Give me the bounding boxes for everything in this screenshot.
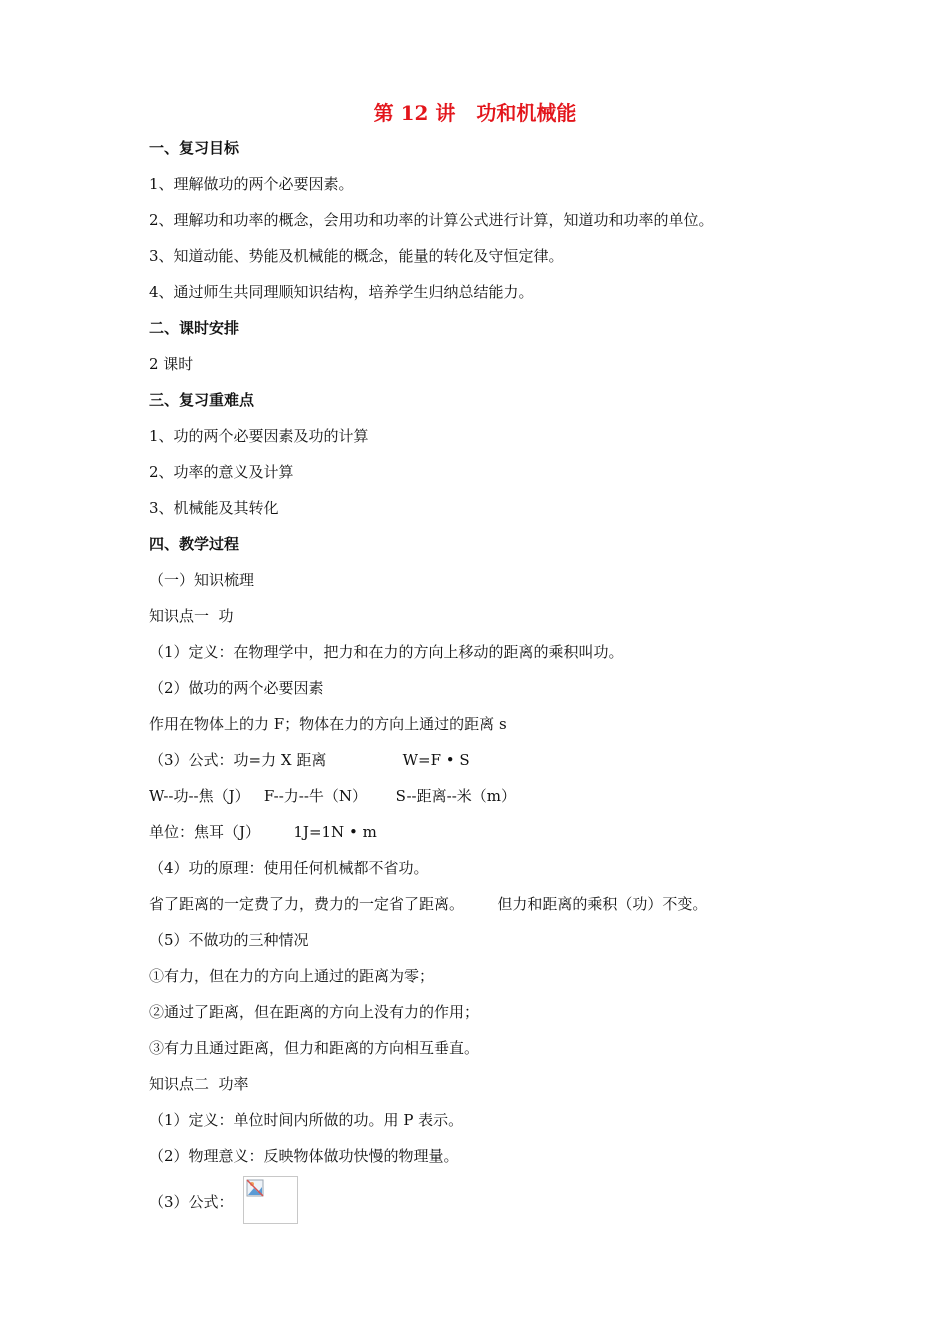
no-work-case-1: ①有力，但在力的方向上通过的距离为零；	[149, 967, 435, 985]
work-unit: 单位：焦耳（J） 1J=1N • m	[149, 823, 377, 841]
key-point-1: 1、功的两个必要因素及功的计算	[149, 427, 369, 445]
knowledge-point-1-heading: 知识点一 功	[149, 607, 234, 625]
knowledge-point-2-heading: 知识点二 功率	[149, 1075, 249, 1093]
subsection-knowledge-review: （一）知识梳理	[149, 571, 255, 589]
work-factors-text: 作用在物体上的力 F；物体在力的方向上通过的距离 s	[149, 715, 507, 733]
work-factors-heading: （2）做功的两个必要因素	[149, 679, 324, 697]
no-work-case-3: ③有力且通过距离，但力和距离的方向相互垂直。	[149, 1039, 480, 1057]
goal-item-1: 1、理解做功的两个必要因素。	[149, 175, 354, 193]
no-work-cases-heading: （5）不做功的三种情况	[149, 931, 309, 949]
goal-item-4: 4、通过师生共同理顺知识结构，培养学生归纳总结能力。	[149, 283, 534, 301]
section-heading-schedule: 二、课时安排	[149, 319, 240, 337]
no-work-case-2: ②通过了距离，但在距离的方向上没有力的作用；	[149, 1003, 480, 1021]
power-definition: （1）定义：单位时间内所做的功。用 P 表示。	[149, 1111, 464, 1129]
work-formula: （3）公式：功=力 X 距离 W=F • S	[149, 751, 470, 769]
section-heading-review-goals: 一、复习目标	[149, 139, 240, 157]
power-formula-label: （3）公式：	[149, 1193, 234, 1211]
section-heading-teaching-process: 四、教学过程	[149, 535, 240, 553]
goal-item-3: 3、知道动能、势能及机械能的概念，能量的转化及守恒定律。	[149, 247, 564, 265]
power-meaning: （2）物理意义：反映物体做功快慢的物理量。	[149, 1147, 459, 1165]
key-point-2: 2、功率的意义及计算	[149, 463, 294, 481]
key-point-3: 3、机械能及其转化	[149, 499, 279, 517]
work-symbols: W--功--焦（J） F--力--牛（N） S--距离--米（m）	[149, 787, 516, 805]
page-title: 第 12 讲 功和机械能	[373, 101, 577, 125]
broken-image-icon	[246, 1179, 264, 1197]
work-definition: （1）定义：在物理学中，把力和在力的方向上移动的距离的乘积叫功。	[149, 643, 624, 661]
goal-item-2: 2、理解功和功率的概念，会用功和功率的计算公式进行计算，知道功和功率的单位。	[149, 211, 714, 229]
schedule-text: 2 课时	[149, 355, 194, 373]
work-principle: （4）功的原理：使用任何机械都不省功。	[149, 859, 429, 877]
work-principle-explanation: 省了距离的一定费了力，费力的一定省了距离。 但力和距离的乘积（功）不变。	[149, 895, 708, 913]
formula-image-placeholder	[243, 1176, 298, 1224]
section-heading-key-points: 三、复习重难点	[149, 391, 255, 409]
